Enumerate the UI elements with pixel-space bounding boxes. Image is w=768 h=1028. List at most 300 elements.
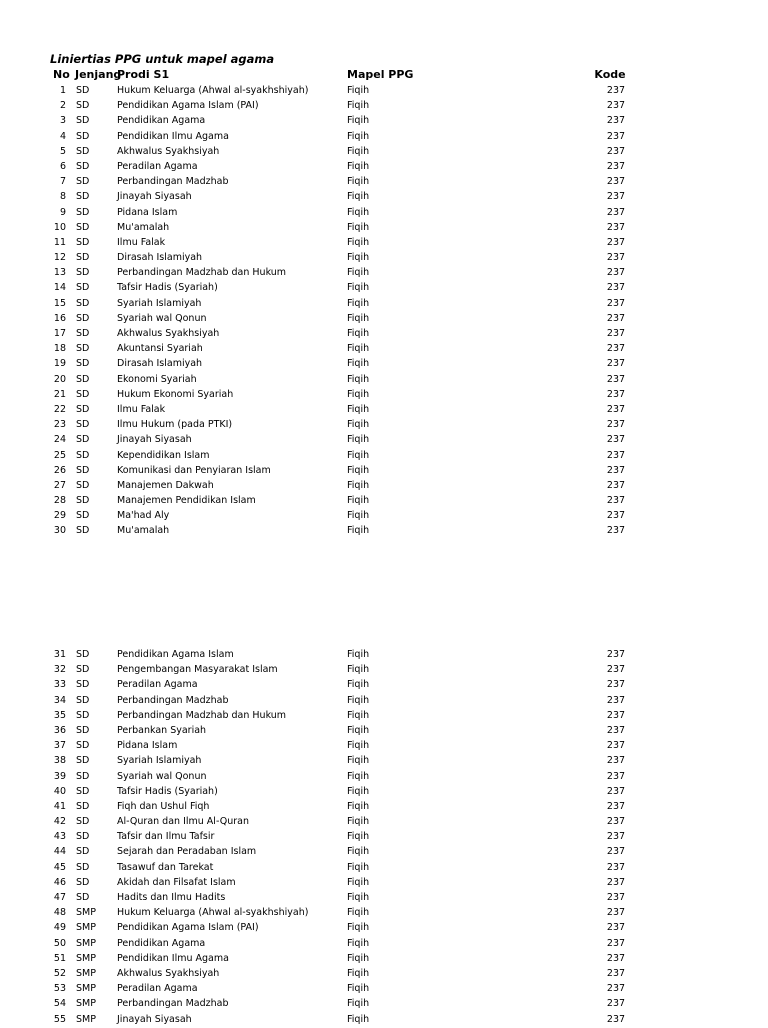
cell-kode: 237 xyxy=(606,419,626,431)
cell-mapel: Fiqih xyxy=(347,952,370,964)
table-row xyxy=(0,433,768,448)
cell-mapel: Fiqih xyxy=(347,510,370,522)
cell-prodi: Perbandingan Madzhab dan Hukum xyxy=(117,709,287,721)
table-block-1 xyxy=(0,84,768,540)
cell-jenjang: SD xyxy=(76,709,90,721)
cell-jenjang: SD xyxy=(76,297,90,309)
table-row xyxy=(0,967,768,982)
cell-prodi: Fiqh dan Ushul Fiqh xyxy=(117,800,210,812)
cell-kode: 237 xyxy=(606,983,626,995)
cell-jenjang: SD xyxy=(76,525,90,537)
cell-kode: 237 xyxy=(606,785,626,797)
table-row xyxy=(0,952,768,967)
cell-kode: 237 xyxy=(606,816,626,828)
cell-kode: 237 xyxy=(606,770,626,782)
cell-no: 14 xyxy=(53,282,66,294)
cell-jenjang: SD xyxy=(76,176,90,188)
cell-no: 9 xyxy=(59,206,66,218)
cell-no: 51 xyxy=(53,952,66,964)
cell-no: 20 xyxy=(53,373,66,385)
cell-jenjang: SMP xyxy=(76,998,96,1010)
cell-jenjang: SD xyxy=(76,861,90,873)
cell-no: 22 xyxy=(53,403,66,415)
cell-mapel: Fiqih xyxy=(347,907,370,919)
column-header-jenjang: Jenjang xyxy=(75,68,122,81)
cell-no: 17 xyxy=(53,328,66,339)
table-row xyxy=(0,739,768,754)
cell-prodi: Perbandingan Madzhab xyxy=(117,694,229,706)
cell-no: 49 xyxy=(53,922,66,934)
cell-no: 37 xyxy=(53,740,66,752)
cell-no: 54 xyxy=(53,998,66,1010)
cell-jenjang: SD xyxy=(76,373,90,385)
cell-prodi: Pendidikan Agama xyxy=(117,937,206,949)
cell-prodi: Hukum Keluarga (Ahwal al-syakhshiyah) xyxy=(117,85,309,96)
table-row xyxy=(0,800,768,815)
table-row xyxy=(0,236,768,251)
cell-no: 43 xyxy=(53,831,66,843)
cell-prodi: Syariah Islamiyah xyxy=(117,297,202,309)
cell-mapel: Fiqih xyxy=(347,983,370,995)
cell-mapel: Fiqih xyxy=(347,800,370,812)
cell-jenjang: SD xyxy=(76,510,90,522)
cell-no: 40 xyxy=(53,785,66,797)
table-row xyxy=(0,815,768,830)
cell-jenjang: SD xyxy=(76,831,90,843)
cell-mapel: Fiqih xyxy=(347,85,370,96)
cell-prodi: Al-Quran dan Ilmu Al-Quran xyxy=(117,816,249,828)
cell-prodi: Perbandingan Madzhab dan Hukum xyxy=(117,267,287,279)
cell-mapel: Fiqih xyxy=(347,434,370,446)
cell-prodi: Pidana Islam xyxy=(117,740,178,752)
cell-prodi: Tasawuf dan Tarekat xyxy=(117,861,214,873)
table-row xyxy=(0,648,768,663)
cell-mapel: Fiqih xyxy=(347,785,370,797)
cell-no: 39 xyxy=(53,770,66,782)
cell-prodi: Jinayah Siyasah xyxy=(117,434,192,446)
cell-mapel: Fiqih xyxy=(347,831,370,843)
table-row xyxy=(0,297,768,312)
cell-mapel: Fiqih xyxy=(347,525,370,537)
cell-prodi: Pendidikan Ilmu Agama xyxy=(117,952,229,964)
cell-no: 44 xyxy=(53,846,66,858)
cell-mapel: Fiqih xyxy=(347,649,370,660)
cell-no: 10 xyxy=(53,221,66,233)
table-row xyxy=(0,876,768,891)
table-row xyxy=(0,770,768,785)
table-row xyxy=(0,357,768,372)
cell-jenjang: SD xyxy=(76,892,90,903)
cell-mapel: Fiqih xyxy=(347,206,370,218)
table-row xyxy=(0,251,768,266)
cell-no: 35 xyxy=(53,709,66,721)
cell-jenjang: SD xyxy=(76,449,90,461)
table-row xyxy=(0,145,768,160)
cell-kode: 237 xyxy=(606,328,626,339)
cell-jenjang: SD xyxy=(76,206,90,218)
cell-mapel: Fiqih xyxy=(347,922,370,934)
cell-jenjang: SMP xyxy=(76,967,96,979)
cell-no: 18 xyxy=(53,343,66,355)
cell-mapel: Fiqih xyxy=(347,816,370,828)
cell-jenjang: SD xyxy=(76,191,90,203)
cell-no: 50 xyxy=(53,937,66,949)
cell-prodi: Mu'amalah xyxy=(117,525,170,537)
cell-kode: 237 xyxy=(606,236,626,248)
cell-no: 3 xyxy=(59,115,66,127)
table-row xyxy=(0,99,768,114)
cell-kode: 237 xyxy=(606,297,626,309)
table-row xyxy=(0,663,768,678)
cell-mapel: Fiqih xyxy=(347,176,370,188)
cell-mapel: Fiqih xyxy=(347,388,370,400)
cell-mapel: Fiqih xyxy=(347,328,370,339)
cell-kode: 237 xyxy=(606,495,626,507)
table-row xyxy=(0,861,768,876)
cell-no: 11 xyxy=(53,236,66,248)
cell-jenjang: SD xyxy=(76,679,90,691)
table-row xyxy=(0,190,768,205)
cell-no: 13 xyxy=(53,267,66,279)
table-row xyxy=(0,678,768,693)
cell-no: 2 xyxy=(59,100,66,112)
cell-mapel: Fiqih xyxy=(347,495,370,507)
cell-mapel: Fiqih xyxy=(347,343,370,355)
cell-jenjang: SD xyxy=(76,343,90,355)
cell-no: 38 xyxy=(53,755,66,767)
cell-jenjang: SD xyxy=(76,464,90,476)
cell-jenjang: SD xyxy=(76,419,90,431)
cell-mapel: Fiqih xyxy=(347,770,370,782)
table-block-2 xyxy=(0,648,768,1028)
cell-no: 29 xyxy=(53,510,66,522)
cell-mapel: Fiqih xyxy=(347,130,370,142)
cell-mapel: Fiqih xyxy=(347,449,370,461)
column-header-kode: Kode xyxy=(594,68,626,81)
cell-prodi: Syariah wal Qonun xyxy=(117,770,207,782)
cell-mapel: Fiqih xyxy=(347,373,370,385)
cell-prodi: Kependidikan Islam xyxy=(117,449,210,461)
page-title: Liniertias PPG untuk mapel agama xyxy=(50,52,275,66)
column-header-mapel: Mapel PPG xyxy=(347,68,414,81)
cell-prodi: Akhwalus Syakhsiyah xyxy=(117,145,220,157)
table-row xyxy=(0,479,768,494)
cell-no: 27 xyxy=(53,479,66,491)
cell-no: 19 xyxy=(53,358,66,370)
table-row xyxy=(0,464,768,479)
cell-jenjang: SD xyxy=(76,130,90,142)
cell-mapel: Fiqih xyxy=(347,724,370,736)
cell-no: 4 xyxy=(59,130,66,142)
cell-prodi: Ma'had Aly xyxy=(117,510,170,522)
cell-prodi: Perbandingan Madzhab xyxy=(117,998,229,1010)
cell-mapel: Fiqih xyxy=(347,191,370,203)
cell-mapel: Fiqih xyxy=(347,846,370,858)
cell-mapel: Fiqih xyxy=(347,358,370,370)
cell-prodi: Akhwalus Syakhsiyah xyxy=(117,328,220,339)
cell-no: 23 xyxy=(53,419,66,431)
cell-no: 33 xyxy=(53,679,66,691)
cell-mapel: Fiqih xyxy=(347,145,370,157)
table-row xyxy=(0,494,768,509)
cell-prodi: Perbankan Syariah xyxy=(117,724,207,736)
table-row xyxy=(0,403,768,418)
cell-mapel: Fiqih xyxy=(347,998,370,1010)
cell-kode: 237 xyxy=(606,709,626,721)
cell-kode: 237 xyxy=(606,206,626,218)
table-row xyxy=(0,997,768,1012)
cell-mapel: Fiqih xyxy=(347,297,370,309)
cell-jenjang: SD xyxy=(76,724,90,736)
cell-jenjang: SD xyxy=(76,740,90,752)
cell-kode: 237 xyxy=(606,479,626,491)
table-row xyxy=(0,206,768,221)
table-row xyxy=(0,906,768,921)
table-row xyxy=(0,327,768,342)
cell-prodi: Komunikasi dan Penyiaran Islam xyxy=(117,464,271,476)
cell-prodi: Mu'amalah xyxy=(117,221,170,233)
cell-mapel: Fiqih xyxy=(347,892,370,903)
column-header-prodi: Prodi S1 xyxy=(117,68,170,81)
cell-prodi: Perbandingan Madzhab xyxy=(117,176,229,188)
cell-kode: 237 xyxy=(606,664,626,676)
cell-kode: 237 xyxy=(606,176,626,188)
cell-prodi: Sejarah dan Peradaban Islam xyxy=(117,846,257,858)
table-row xyxy=(0,830,768,845)
cell-mapel: Fiqih xyxy=(347,221,370,233)
cell-kode: 237 xyxy=(606,892,626,903)
table-row xyxy=(0,373,768,388)
cell-kode: 237 xyxy=(606,388,626,400)
cell-prodi: Pendidikan Agama xyxy=(117,115,206,127)
cell-kode: 237 xyxy=(606,679,626,691)
cell-jenjang: SD xyxy=(76,115,90,127)
cell-kode: 237 xyxy=(606,861,626,873)
cell-kode: 237 xyxy=(606,464,626,476)
cell-kode: 237 xyxy=(606,130,626,142)
cell-kode: 237 xyxy=(606,403,626,415)
table-row xyxy=(0,388,768,403)
cell-mapel: Fiqih xyxy=(347,755,370,767)
cell-jenjang: SMP xyxy=(76,922,96,934)
table-row xyxy=(0,84,768,99)
cell-prodi: Pengembangan Masyarakat Islam xyxy=(117,664,278,676)
cell-prodi: Ekonomi Syariah xyxy=(117,373,197,385)
cell-jenjang: SMP xyxy=(76,952,96,964)
cell-mapel: Fiqih xyxy=(347,312,370,324)
cell-kode: 237 xyxy=(606,831,626,843)
cell-jenjang: SD xyxy=(76,145,90,157)
cell-mapel: Fiqih xyxy=(347,679,370,691)
table-row xyxy=(0,754,768,769)
cell-kode: 237 xyxy=(606,85,626,96)
table-row xyxy=(0,221,768,236)
cell-prodi: Ilmu Falak xyxy=(117,403,166,415)
table-row xyxy=(0,114,768,129)
cell-kode: 237 xyxy=(606,876,626,888)
cell-mapel: Fiqih xyxy=(347,267,370,279)
table-row xyxy=(0,312,768,327)
table-row xyxy=(0,1013,768,1028)
cell-mapel: Fiqih xyxy=(347,282,370,294)
cell-no: 53 xyxy=(53,983,66,995)
cell-kode: 237 xyxy=(606,373,626,385)
cell-prodi: Akuntansi Syariah xyxy=(117,343,203,355)
cell-kode: 237 xyxy=(606,145,626,157)
cell-prodi: Syariah Islamiyah xyxy=(117,755,202,767)
cell-kode: 237 xyxy=(606,449,626,461)
cell-mapel: Fiqih xyxy=(347,861,370,873)
cell-prodi: Pidana Islam xyxy=(117,206,178,218)
cell-kode: 237 xyxy=(606,312,626,324)
cell-kode: 237 xyxy=(606,740,626,752)
cell-no: 1 xyxy=(59,85,66,96)
table-row xyxy=(0,785,768,800)
cell-mapel: Fiqih xyxy=(347,1013,370,1025)
cell-mapel: Fiqih xyxy=(347,876,370,888)
cell-prodi: Ilmu Hukum (pada PTKI) xyxy=(117,419,233,431)
cell-mapel: Fiqih xyxy=(347,740,370,752)
cell-prodi: Tafsir Hadis (Syariah) xyxy=(117,785,218,797)
cell-jenjang: SD xyxy=(76,403,90,415)
cell-no: 46 xyxy=(53,876,66,888)
cell-kode: 237 xyxy=(606,282,626,294)
cell-jenjang: SMP xyxy=(76,983,96,995)
cell-kode: 237 xyxy=(606,434,626,446)
cell-kode: 237 xyxy=(606,267,626,279)
cell-jenjang: SD xyxy=(76,846,90,858)
cell-kode: 237 xyxy=(606,800,626,812)
cell-prodi: Dirasah Islamiyah xyxy=(117,358,203,370)
cell-mapel: Fiqih xyxy=(347,937,370,949)
cell-mapel: Fiqih xyxy=(347,115,370,127)
cell-no: 48 xyxy=(53,907,66,919)
table-row xyxy=(0,921,768,936)
cell-jenjang: SD xyxy=(76,221,90,233)
cell-kode: 237 xyxy=(606,252,626,264)
cell-prodi: Tafsir dan Ilmu Tafsir xyxy=(117,831,215,843)
cell-jenjang: SD xyxy=(76,252,90,264)
cell-mapel: Fiqih xyxy=(347,100,370,112)
cell-mapel: Fiqih xyxy=(347,464,370,476)
cell-prodi: Pendidikan Ilmu Agama xyxy=(117,130,229,142)
table-row xyxy=(0,130,768,145)
cell-jenjang: SD xyxy=(76,328,90,339)
cell-no: 41 xyxy=(53,800,66,812)
cell-jenjang: SMP xyxy=(76,937,96,949)
cell-jenjang: SD xyxy=(76,770,90,782)
cell-kode: 237 xyxy=(606,160,626,172)
cell-jenjang: SD xyxy=(76,495,90,507)
cell-jenjang: SD xyxy=(76,800,90,812)
cell-kode: 237 xyxy=(606,967,626,979)
cell-no: 7 xyxy=(59,176,66,188)
cell-prodi: Akhwalus Syakhsiyah xyxy=(117,967,220,979)
table-row xyxy=(0,342,768,357)
cell-mapel: Fiqih xyxy=(347,403,370,415)
cell-kode: 237 xyxy=(606,998,626,1010)
cell-kode: 237 xyxy=(606,724,626,736)
cell-jenjang: SMP xyxy=(76,1013,96,1025)
cell-kode: 237 xyxy=(606,649,626,660)
cell-kode: 237 xyxy=(606,846,626,858)
cell-no: 45 xyxy=(53,861,66,873)
cell-prodi: Hukum Keluarga (Ahwal al-syakhshiyah) xyxy=(117,907,309,919)
cell-jenjang: SD xyxy=(76,312,90,324)
table-row xyxy=(0,418,768,433)
cell-no: 30 xyxy=(53,525,66,537)
cell-no: 5 xyxy=(59,145,66,157)
cell-no: 42 xyxy=(53,816,66,828)
cell-jenjang: SD xyxy=(76,816,90,828)
cell-jenjang: SD xyxy=(76,479,90,491)
table-row xyxy=(0,281,768,296)
cell-mapel: Fiqih xyxy=(347,419,370,431)
cell-no: 16 xyxy=(53,312,66,324)
cell-jenjang: SD xyxy=(76,236,90,248)
cell-kode: 237 xyxy=(606,358,626,370)
cell-mapel: Fiqih xyxy=(347,252,370,264)
column-header-no: No xyxy=(53,68,70,81)
cell-prodi: Peradilan Agama xyxy=(117,983,198,995)
cell-mapel: Fiqih xyxy=(347,236,370,248)
cell-no: 47 xyxy=(53,892,66,903)
table-row xyxy=(0,266,768,281)
cell-jenjang: SD xyxy=(76,358,90,370)
cell-no: 26 xyxy=(53,464,66,476)
cell-prodi: Peradilan Agama xyxy=(117,679,198,691)
cell-kode: 237 xyxy=(606,694,626,706)
cell-kode: 237 xyxy=(606,191,626,203)
cell-kode: 237 xyxy=(606,952,626,964)
cell-no: 25 xyxy=(53,449,66,461)
cell-jenjang: SD xyxy=(76,85,90,96)
cell-mapel: Fiqih xyxy=(347,694,370,706)
table-row xyxy=(0,724,768,739)
cell-jenjang: SD xyxy=(76,694,90,706)
cell-prodi: Pendidikan Agama Islam (PAI) xyxy=(117,100,259,112)
cell-prodi: Ilmu Falak xyxy=(117,236,166,248)
table-row xyxy=(0,175,768,190)
cell-kode: 237 xyxy=(606,510,626,522)
cell-kode: 237 xyxy=(606,1013,626,1025)
cell-no: 31 xyxy=(53,649,66,660)
table-row xyxy=(0,845,768,860)
cell-no: 32 xyxy=(53,664,66,676)
cell-no: 6 xyxy=(59,160,66,172)
table-row xyxy=(0,709,768,724)
cell-prodi: Akidah dan Filsafat Islam xyxy=(117,876,236,888)
table-row xyxy=(0,524,768,539)
table-row xyxy=(0,694,768,709)
cell-prodi: Hukum Ekonomi Syariah xyxy=(117,388,234,400)
cell-kode: 237 xyxy=(606,525,626,537)
cell-prodi: Dirasah Islamiyah xyxy=(117,252,203,264)
cell-no: 55 xyxy=(53,1013,66,1025)
cell-jenjang: SD xyxy=(76,785,90,797)
cell-prodi: Pendidikan Agama Islam xyxy=(117,649,234,660)
cell-jenjang: SD xyxy=(76,388,90,400)
cell-no: 15 xyxy=(53,297,66,309)
cell-jenjang: SD xyxy=(76,267,90,279)
cell-prodi: Hadits dan Ilmu Hadits xyxy=(117,892,226,903)
cell-prodi: Tafsir Hadis (Syariah) xyxy=(117,282,218,294)
cell-kode: 237 xyxy=(606,115,626,127)
cell-kode: 237 xyxy=(606,907,626,919)
cell-jenjang: SD xyxy=(76,664,90,676)
cell-kode: 237 xyxy=(606,221,626,233)
cell-kode: 237 xyxy=(606,343,626,355)
